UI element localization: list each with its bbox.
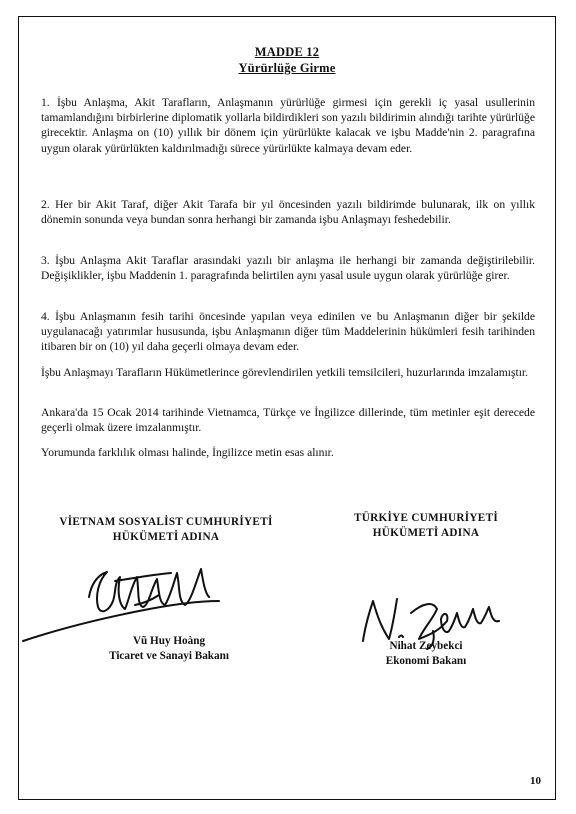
party-left-line2: HÜKÜMETİ ADINA	[112, 531, 220, 543]
party-right-line2: HÜKÜMETİ ADINA	[372, 527, 480, 539]
signature-left	[19, 545, 269, 645]
signer-left-name: Vũ Huy Hoàng	[132, 635, 206, 647]
signer-right-name: Nihat Zeybekci	[389, 640, 463, 652]
article-title: Yürürlüğe Girme	[238, 61, 336, 75]
page-number: 10	[530, 775, 541, 787]
party-left-block	[41, 515, 291, 545]
party-right-block	[311, 511, 541, 541]
signer-left	[79, 634, 259, 664]
signer-right-title: Ekonomi Bakanı	[385, 655, 467, 667]
interpretation-clause: Yorumunda farklılık olması halinde, İngilizce metin esas alınır.	[41, 446, 334, 459]
signing-place-date: Ankara'da 15 Ocak 2014 tarihinde Vietnamca, Türkçe ve İngilizce dillerinde, tüm metinler eşit derecede geçerli olmak üzere imzalanmıştır.	[41, 406, 535, 435]
witness-clause: İşbu Anlaşmayı Tarafların Hükümetlerince görevlendirilen yetkili temsilcileri, huzurlarında imzalamıştır.	[41, 366, 529, 379]
party-left-line1: VİETNAM SOSYALİST CUMHURİYETİ	[59, 516, 273, 528]
paragraph-3: 3. İşbu Anlaşma Akit Taraflar arasındaki yazılı bir anlaşma ile herhangi bir zamanda değiştirilebilir. Değişiklikler, işbu Maddenin 1. paragrafında belirtilen aynı yasal usule uygun olarak yürürlüğe girer.	[41, 254, 535, 283]
paragraph-2: 2. Her bir Akit Taraf, diğer Akit Tarafa bir yıl öncesinden yazılı bildirimde bulunarak, ilk on yıllık dönemin sonunda veya bundan sonra herhangi bir zamanda işbu Anlaşmayı feshedebilir.	[41, 198, 535, 227]
paragraph-1: 1. İşbu Anlaşma, Akit Tarafların, Anlaşmanın yürürlüğe girmesi için gerekli iç yasal usullerinin tamamlandığını birbirlerine diplomatik yollarla bildirdikleri son yazılı bildirimin alındığı tarihte yürürlüğe girecektir. Anlaşma on (10) yıllık bir dönem için yürürlükte kalacak ve işbu Madde'nin 2. paragrafına uygun olarak yürürlükten kaldırılmadığı sürece yürürlükte kalmaya devam eder.	[41, 96, 535, 155]
signer-right	[341, 639, 511, 669]
paragraph-4: 4. İşbu Anlaşmanın fesih tarihi öncesinde yapılan veya edinilen ve bu Anlaşmanın diğer bir şekilde uygulanacağı yatırımlar hususunda, işbu Anlaşmanın diğer tüm Maddelerinin hükümleri fesih tarihinden itibaren bir on (10) yıl daha geçerli olmaya devam eder.	[41, 310, 535, 354]
signer-left-title: Ticaret ve Sanayi Bakanı	[109, 650, 229, 662]
party-right-line1: TÜRKİYE CUMHURİYETİ	[353, 512, 498, 524]
article-number: MADDE 12	[254, 45, 320, 59]
document-page	[18, 16, 556, 800]
